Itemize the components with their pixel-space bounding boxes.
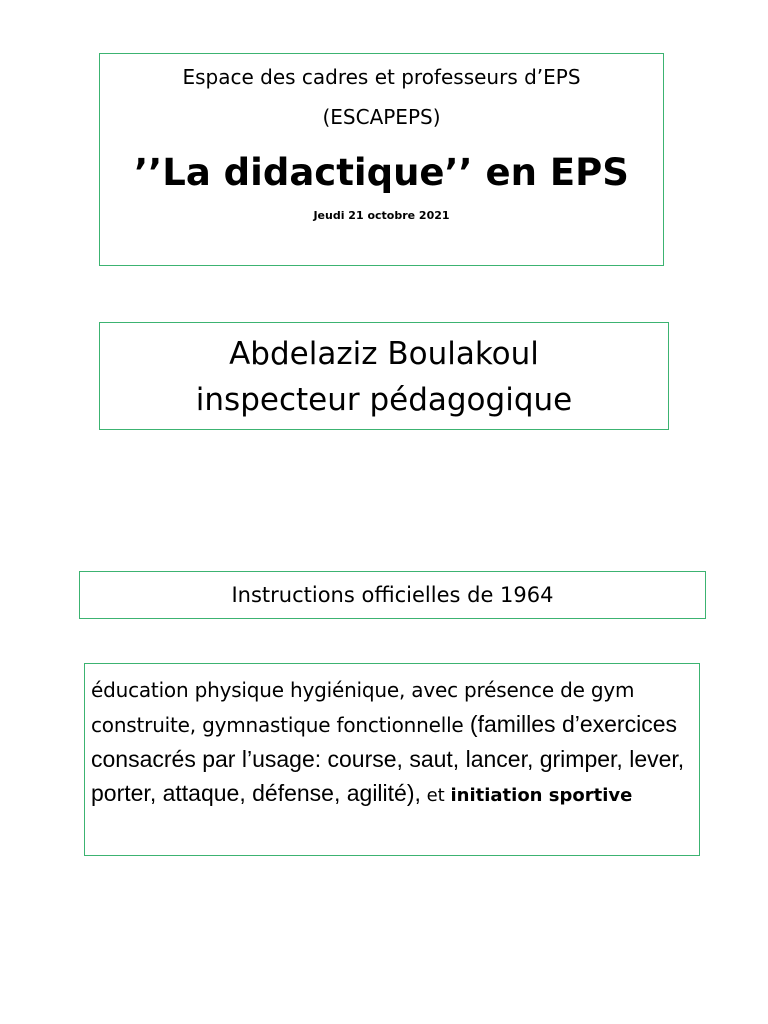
organization-acronym: (ESCAPEPS) <box>322 105 441 129</box>
section-title: Instructions officielles de 1964 <box>231 583 554 607</box>
author-role: inspecteur pédagogique <box>195 382 573 418</box>
header-box <box>99 53 664 266</box>
author-name: Abdelaziz Boulakoul <box>229 336 539 372</box>
body-text-emphasis: initiation sportive <box>450 785 633 806</box>
organization-name: Espace des cadres et professeurs d’EPS <box>182 65 581 89</box>
instructions-box <box>79 571 706 619</box>
body-text-part2: (familles d’exercices consacrés par l’usage: course, saut, lancer, grimper, lever, porter, attaque, défense, agilité), <box>91 711 685 806</box>
page-title: ’’La didactique’’ en EPS <box>134 151 629 194</box>
author-box <box>99 322 669 430</box>
body-text-box <box>84 663 700 856</box>
body-text-part3: et <box>420 785 451 806</box>
body-paragraph <box>91 672 695 813</box>
body-text-part1: éducation physique hygiénique, avec présence de gym construite, gymnastique fonctionnelle <box>91 678 635 737</box>
event-date: Jeudi 21 octobre 2021 <box>313 209 450 222</box>
